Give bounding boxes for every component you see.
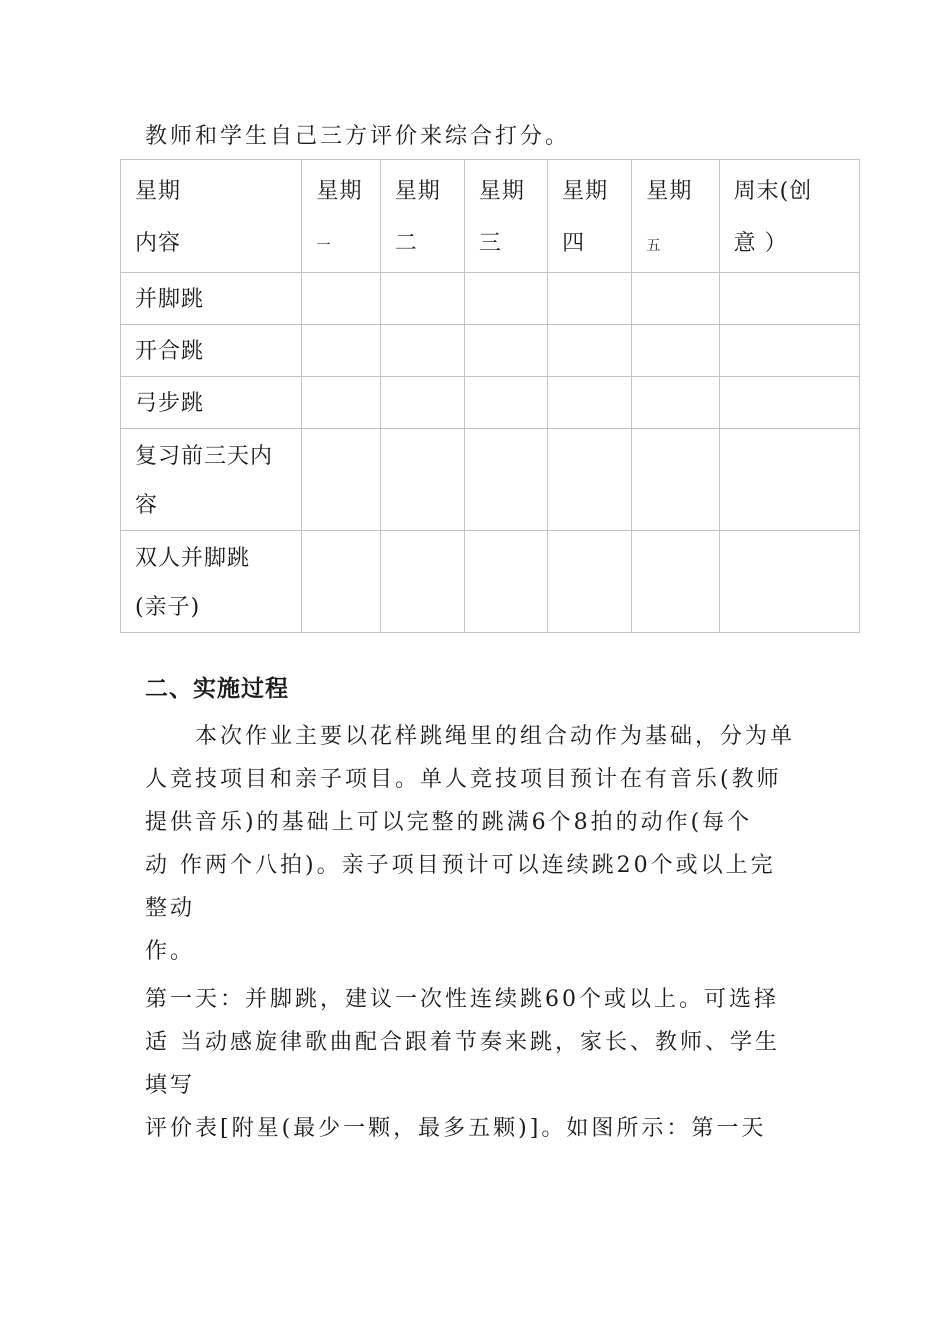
score-cell[interactable] <box>719 325 859 377</box>
score-cell[interactable] <box>464 325 547 377</box>
header-cell-content: 星期 内容 <box>121 160 302 273</box>
table-row <box>121 377 860 429</box>
row-content-cell: 双人并脚跳 (亲子) <box>121 531 302 633</box>
score-cell[interactable] <box>302 273 380 325</box>
score-cell[interactable] <box>548 531 632 633</box>
score-cell[interactable] <box>464 429 547 531</box>
score-cell[interactable] <box>632 273 719 325</box>
score-cell[interactable] <box>380 429 464 531</box>
score-cell[interactable] <box>548 273 632 325</box>
header-cell-friday: 星期 五 <box>632 160 719 273</box>
header-cell-thursday: 星期 四 <box>548 160 632 273</box>
score-cell[interactable] <box>719 377 859 429</box>
score-cell[interactable] <box>632 325 719 377</box>
score-cell[interactable] <box>719 429 859 531</box>
table-row <box>121 273 860 325</box>
row-content-cell: 并脚跳 <box>121 273 302 325</box>
section-paragraph-1: 本次作业主要以花样跳绳里的组合动作为基础，分为单 人竞技项目和亲子项目。单人竞技项目预计在有音乐(教师 提供音乐)的基础上可以完整的跳满6个8拍的动作(每个 动 作两个八拍)。亲子项目预计可以连续跳20个或以上完 整动 作。 <box>145 724 796 964</box>
section-paragraph-2: 第一天：并脚跳，建议一次性连续跳60个或以上。可选择 适 当动感旋律歌曲配合跟着节奏来跳，家长、教师、学生 填写 评价表[附星(最少一颗，最多五颗)]。如图所示：第一天 <box>145 987 780 1141</box>
score-cell[interactable] <box>632 429 719 531</box>
intro-line: 教师和学生自己三方评价来综合打分。 <box>145 124 571 149</box>
score-cell[interactable] <box>548 325 632 377</box>
header-cell-weekend: 周末(创 意 ） <box>719 160 859 273</box>
table-row <box>121 531 860 633</box>
header-cell-monday: 星期 一 <box>302 160 380 273</box>
score-cell[interactable] <box>719 273 859 325</box>
score-cell[interactable] <box>302 325 380 377</box>
table-row <box>121 429 860 531</box>
evaluation-table <box>120 159 860 633</box>
score-cell[interactable] <box>302 429 380 531</box>
score-cell[interactable] <box>632 531 719 633</box>
score-cell[interactable] <box>380 273 464 325</box>
header-cell-tuesday: 星期 二 <box>380 160 464 273</box>
row-content-cell: 弓步跳 <box>121 377 302 429</box>
score-cell[interactable] <box>302 377 380 429</box>
score-cell[interactable] <box>632 377 719 429</box>
score-cell[interactable] <box>380 377 464 429</box>
header-cell-wednesday: 星期 三 <box>464 160 547 273</box>
score-cell[interactable] <box>719 531 859 633</box>
score-cell[interactable] <box>548 429 632 531</box>
score-cell[interactable] <box>464 377 547 429</box>
score-cell[interactable] <box>380 325 464 377</box>
score-cell[interactable] <box>548 377 632 429</box>
table-row <box>121 325 860 377</box>
score-cell[interactable] <box>380 531 464 633</box>
score-cell[interactable] <box>464 531 547 633</box>
score-cell[interactable] <box>302 531 380 633</box>
row-content-cell: 开合跳 <box>121 325 302 377</box>
row-content-cell: 复习前三天内 容 <box>121 429 302 531</box>
table-header-row <box>121 160 860 273</box>
score-cell[interactable] <box>464 273 547 325</box>
section-title: 二、实施过程 <box>145 676 289 702</box>
